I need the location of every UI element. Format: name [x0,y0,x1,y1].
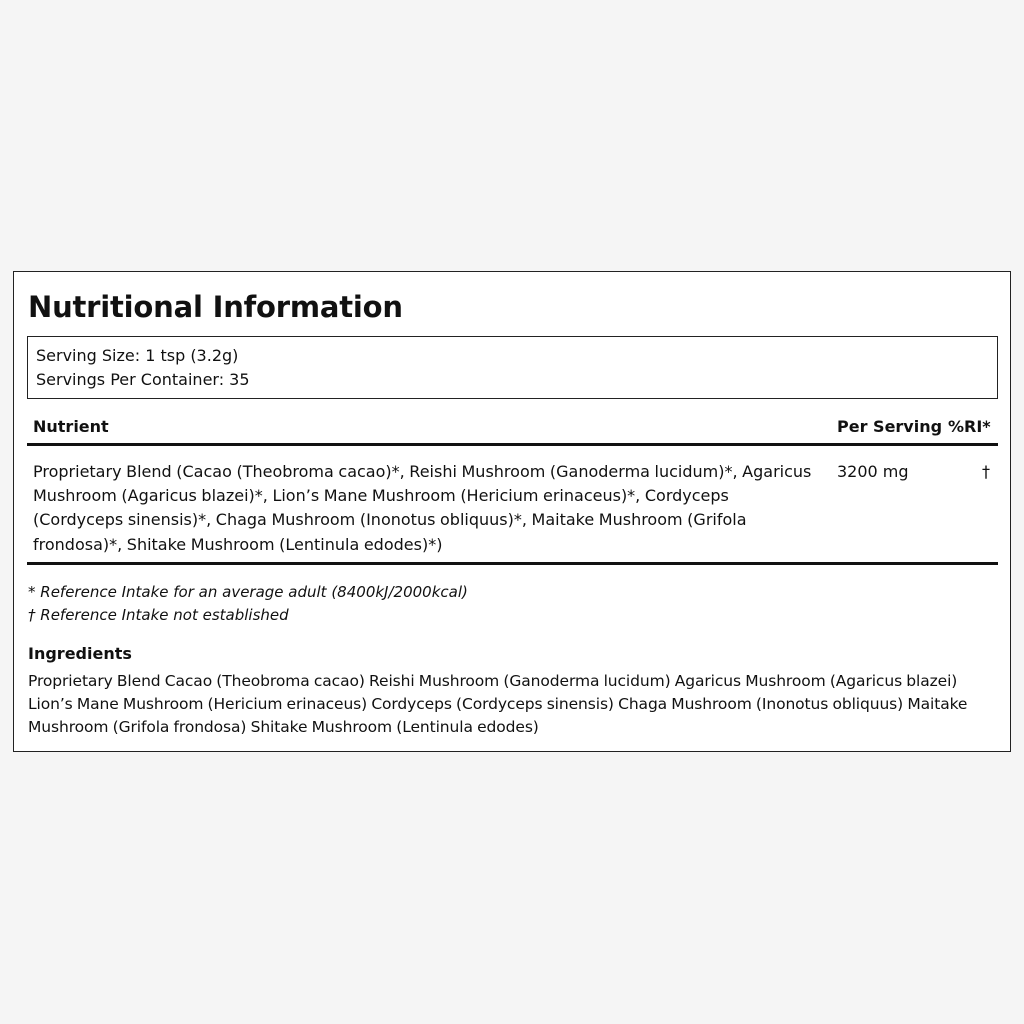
header-divider [27,443,998,446]
nutrient-ri: † [982,462,990,481]
ingredients-text: Proprietary Blend Cacao (Theobroma cacao) Reishi Mushroom (Ganoderma lucidum) Agaricus Mushroom (Agaricus blazei) Lion’s Mane Mushroom (Hericium erinaceus) Cordyceps (Cordyceps sinensis) Chaga Mushroom (Inonotus obliquus) Maitake Mushroom (Grifola frondosa) Shitake Mushroom (Lentinula edodes) [28,672,968,736]
ingredients-heading: Ingredients [28,644,132,663]
nutrient-per-serving: 3200 mg [837,462,909,481]
label-title: Nutritional Information [28,290,403,324]
column-header-per-serving: Per Serving [837,417,943,436]
servings-per-container: Servings Per Container: 35 [36,370,250,389]
footnote-not-established: † Reference Intake not established [28,606,289,624]
serving-info-box [27,336,998,399]
serving-size: Serving Size: 1 tsp (3.2g) [36,346,239,365]
table-bottom-divider [27,562,998,565]
column-header-nutrient: Nutrient [33,417,109,436]
footnote-reference-intake: * Reference Intake for an average adult (8400kJ/2000kcal) [28,583,468,601]
column-header-ri: %RI* [948,417,991,436]
nutrient-name: Proprietary Blend (Cacao (Theobroma cacao)*, Reishi Mushroom (Ganoderma lucidum)*, Agaricus Mushroom (Agaricus blazei)*, Lion’s Mane Mushroom (Hericium erinaceus)*, Cordyceps (Cordyceps sinensis)*, Chaga Mushroom (Inonotus obliquus)*, Maitake Mushroom (Grifola frondosa)*, Shitake Mushroom (Lentinula edodes)*) [33,462,812,554]
nutrition-label [13,271,1011,752]
